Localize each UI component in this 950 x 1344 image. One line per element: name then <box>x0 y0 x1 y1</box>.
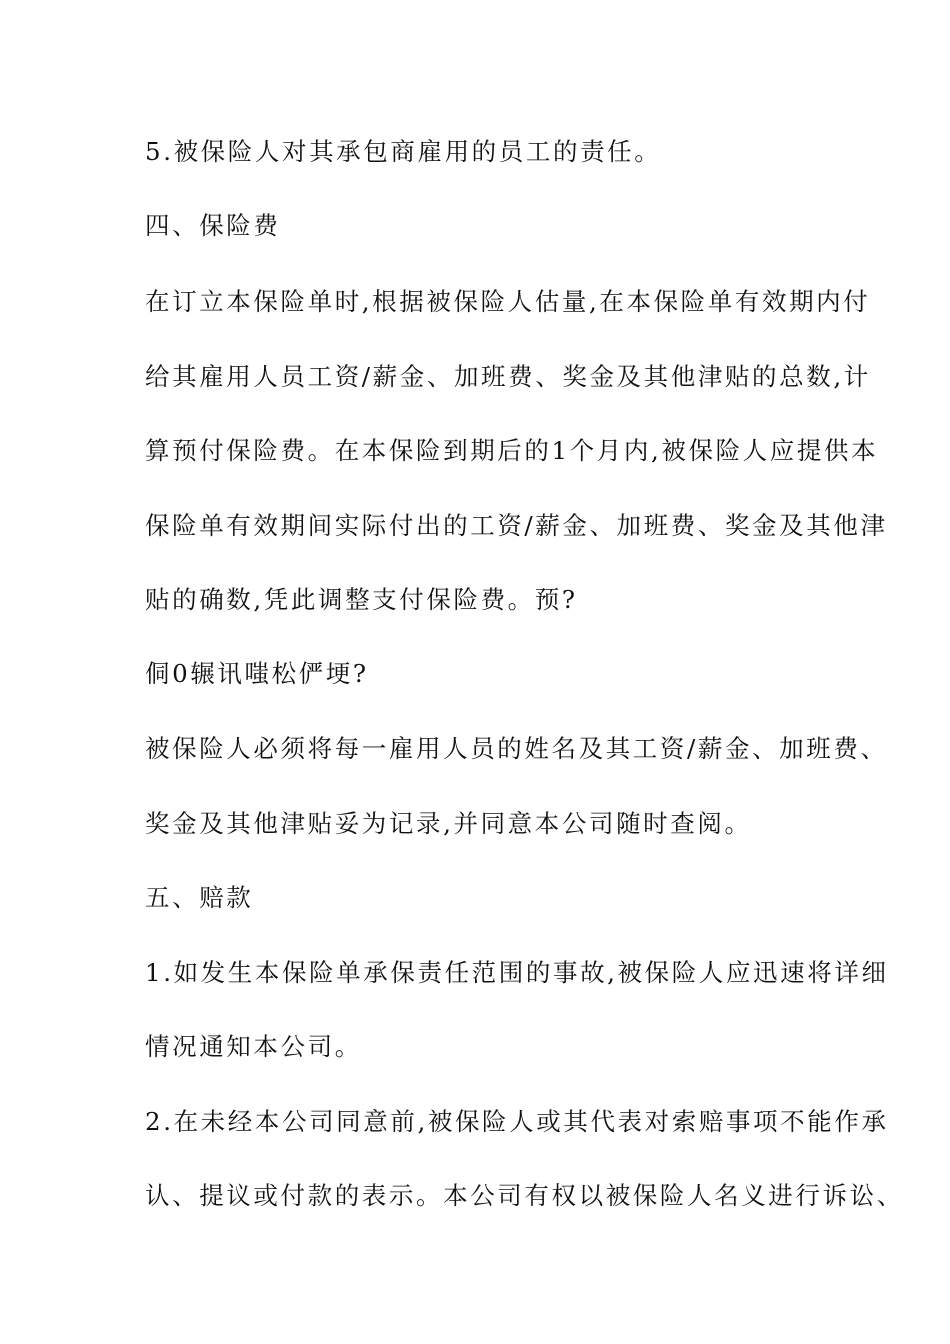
record-paragraph-line-2: 奖金及其他津贴妥为记录,并同意本公司随时查阅。 <box>145 809 752 838</box>
claims-item-2-line-2: 认、提议或付款的表示。本公司有权以被保险人名义进行诉讼、 <box>145 1181 904 1210</box>
claims-item-2-line-1: 2.在未经本公司同意前,被保险人或其代表对索赔事项不能作承 <box>145 1107 889 1136</box>
section-heading-premium: 四、保险费 <box>145 211 281 240</box>
section-heading-claims: 五、赔款 <box>145 883 254 912</box>
premium-paragraph-line-1: 在订立本保险单时,根据被保险人估量,在本保险单有效期内付 <box>145 287 871 316</box>
claims-item-1-line-2: 情况通知本公司。 <box>145 1032 362 1061</box>
premium-paragraph-line-5: 贴的确数,凭此调整支付保险费。预? <box>145 585 578 614</box>
premium-paragraph-line-2: 给其雇用人员工资/薪金、加班费、奖金及其他津贴的总数,计 <box>145 362 871 391</box>
premium-paragraph-line-3: 算预付保险费。在本保险到期后的1个月内,被保险人应提供本 <box>145 436 879 465</box>
premium-paragraph-line-4: 保险单有效期间实际付出的工资/薪金、加班费、奖金及其他津 <box>145 511 888 540</box>
garbled-text-line: 侗0辗讯嗤松俨埂? <box>145 659 369 688</box>
record-paragraph-line-1: 被保险人必须将每一雇用人员的姓名及其工资/薪金、加班费、 <box>145 734 888 763</box>
claims-item-1-line-1: 1.如发生本保险单承保责任范围的事故,被保险人应迅速将详细 <box>145 958 889 987</box>
clause-item-5: 5.被保险人对其承包商雇用的员工的责任。 <box>145 137 662 166</box>
